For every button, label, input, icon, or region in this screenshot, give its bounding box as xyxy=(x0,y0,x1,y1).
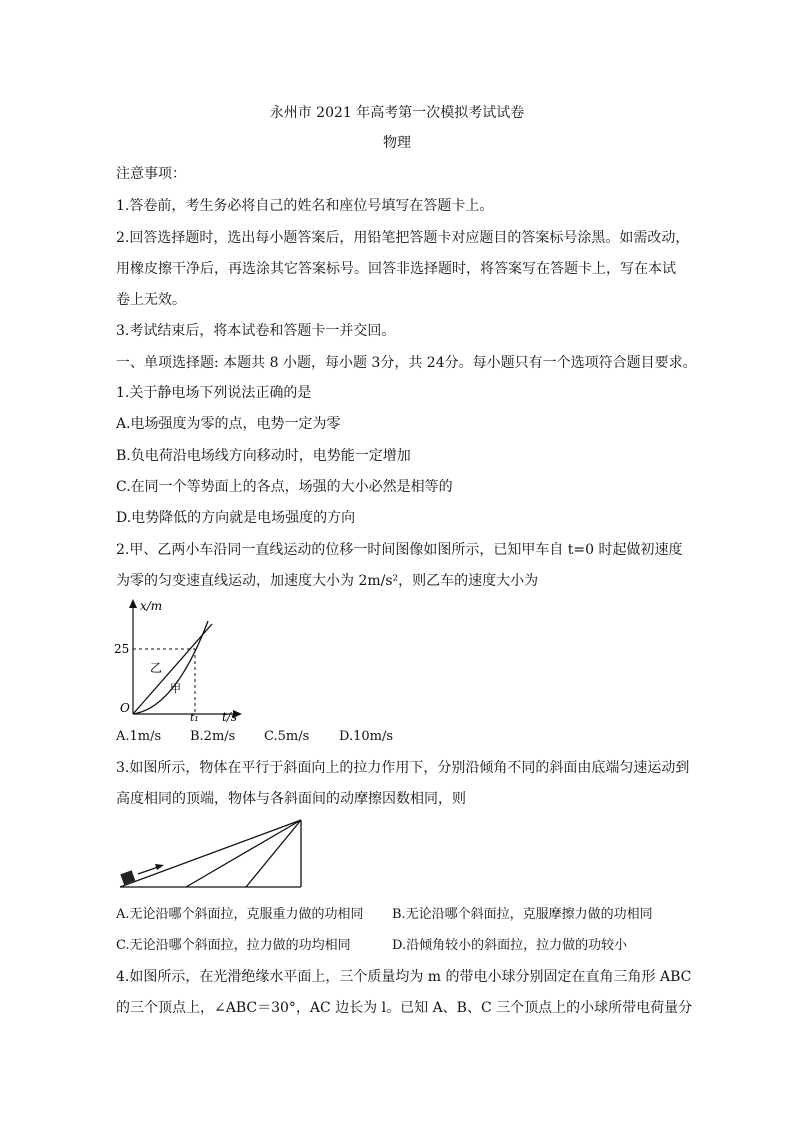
q2-option-a: A.1m/s xyxy=(116,729,162,744)
q2-stem-line-1: 2.甲、乙两小车沿同一直线运动的位移一时间图像如图所示，已知甲车自 t=0 时起做初速度 xyxy=(116,542,683,558)
yi-label: 乙 xyxy=(150,661,163,675)
q3-incline-diagram xyxy=(112,816,312,892)
y-tick-label: 25 xyxy=(114,642,130,656)
q2-stem-line-2: 为零的匀变速直线运动，加速度大小为 2m/s²，则乙车的速度大小为 xyxy=(116,573,539,589)
q3-stem-line-1: 3.如图所示，物体在平行于斜面向上的拉力作用下，分别沿倾角不同的斜面由底端匀速运动到 xyxy=(116,760,690,776)
q3-option-c: C.无论沿哪个斜面拉，拉力做的功均相同 xyxy=(116,938,351,953)
q1-stem: 1.关于静电场下列说法正确的是 xyxy=(116,385,312,401)
incline-medium xyxy=(186,820,301,887)
note-2-line-3: 卷上无效。 xyxy=(116,292,186,308)
x-tick-label: t₁ xyxy=(190,711,199,724)
q2-option-c: C.5m/s xyxy=(264,729,310,744)
q3-stem-line-2: 高度相同的顶端，物体与各斜面间的动摩擦因数相同，则 xyxy=(116,791,466,807)
notes-heading: 注意事项： xyxy=(116,166,186,182)
q1-option-a: A.电场强度为零的点，电势一定为零 xyxy=(116,416,341,432)
q2-option-b: B.2m/s xyxy=(190,729,236,744)
q1-option-d: D.电势降低的方向就是电场强度的方向 xyxy=(116,510,356,526)
note-1: 1.答卷前，考生务必将自己的姓名和座位号填写在答题卡上。 xyxy=(116,198,494,214)
q1-option-b: B.负电荷沿电场线方向移动时，电势能一定增加 xyxy=(116,448,411,464)
q3-option-b: B.无论沿哪个斜面拉，克服摩擦力做的功相同 xyxy=(392,907,653,922)
note-3: 3.考试结束后，将本试卷和答题卡一并交回。 xyxy=(116,323,396,339)
y-axis-arrow xyxy=(129,599,137,608)
note-2-line-1: 2.回答选择题时，选出每小题答案后，用铅笔把答题卡对应题目的答案标号涂黑。如需改动， xyxy=(116,230,690,246)
q4-stem-line-2: 的三个顶点上，∠ABC＝30°，AC 边长为 l。已知 A、B、C 三个顶点上的小球所带电荷量分 xyxy=(116,1000,693,1016)
note-2-line-2: 用橡皮擦干净后，再选涂其它答案标号。回答非选择题时，将答案写在答题卡上，写在本试 xyxy=(116,261,676,277)
q2-option-d: D.10m/s xyxy=(339,729,394,744)
jia-curve xyxy=(133,621,208,714)
q2-xt-graph xyxy=(112,596,252,724)
q3-option-a: A.无论沿哪个斜面拉，克服重力做的功相同 xyxy=(116,907,364,922)
yi-line xyxy=(133,624,212,714)
section-1-heading: 一、单项选择题: 本题共 8 小题，每小题 3分，共 24分。每小题只有一个选项符合题目要求。 xyxy=(116,355,697,371)
pull-arrow-shaft xyxy=(138,867,158,874)
jia-label: 甲 xyxy=(170,682,181,695)
q3-option-d: D.沿倾角较小的斜面拉，拉力做的功较小 xyxy=(392,938,628,953)
y-axis-label: x/m xyxy=(140,599,163,613)
x-axis-label: t/s xyxy=(222,710,238,724)
origin-label: O xyxy=(120,701,130,715)
pull-arrow-head xyxy=(155,864,164,870)
exam-title: 永州市 2021 年高考第一次模拟考试试卷 xyxy=(269,105,525,121)
q1-option-c: C.在同一个等势面上的各点，场强的大小必然是相等的 xyxy=(116,479,453,495)
q4-stem-line-1: 4.如图所示，在光滑绝缘水平面上，三个质量均为 m 的带电小球分别固定在直角三角形 ABC xyxy=(116,969,692,985)
subject-title: 物理 xyxy=(383,135,411,151)
